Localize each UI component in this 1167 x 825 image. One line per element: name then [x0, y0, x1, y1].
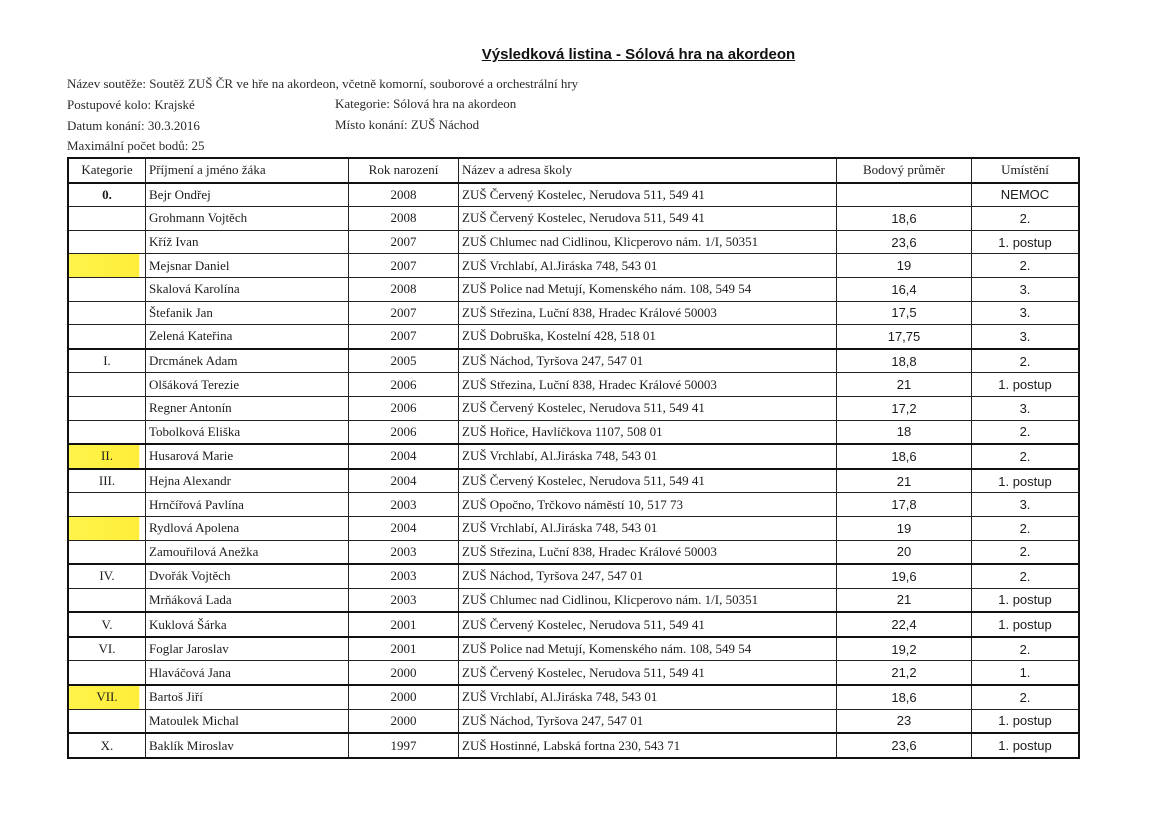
header-row — [68, 158, 1079, 183]
cell-year: 2003 — [349, 540, 459, 564]
cell-category: V. — [68, 612, 146, 637]
table-row — [68, 349, 1079, 373]
cell-year: 2007 — [349, 254, 459, 278]
cell-name: Hlaváčová Jana — [146, 661, 349, 685]
cell-score: 19 — [837, 254, 972, 278]
table-row — [68, 637, 1079, 661]
cell-school: ZUŠ Vrchlabí, Al.Jiráska 748, 543 01 — [459, 444, 837, 469]
cell-placement: 2. — [972, 516, 1080, 540]
cell-category — [68, 301, 146, 325]
cell-score: 18,6 — [837, 444, 972, 469]
cell-year: 2005 — [349, 349, 459, 373]
table-row — [68, 661, 1079, 685]
cell-category — [68, 540, 146, 564]
cell-placement: 2. — [972, 254, 1080, 278]
cell-placement: 2. — [972, 564, 1080, 588]
cell-year: 2006 — [349, 373, 459, 397]
cell-name: Tobolková Eliška — [146, 420, 349, 444]
cell-year: 2007 — [349, 230, 459, 254]
cell-category — [68, 373, 146, 397]
cell-placement: 1. postup — [972, 469, 1080, 493]
cell-category: IV. — [68, 564, 146, 588]
cell-placement: 3. — [972, 325, 1080, 349]
cell-category — [68, 230, 146, 254]
cell-name: Bartoš Jiří — [146, 685, 349, 709]
table-row — [68, 564, 1079, 588]
table-row — [68, 325, 1079, 349]
cell-placement: 2. — [972, 685, 1080, 709]
table-row — [68, 230, 1079, 254]
header-name: Příjmení a jméno žáka — [146, 158, 349, 183]
venue-label: Místo konání: ZUŠ Náchod — [335, 117, 480, 132]
table-row — [68, 444, 1079, 469]
cell-name: Skalová Karolína — [146, 277, 349, 301]
cell-score: 17,75 — [837, 325, 972, 349]
cell-score: 17,5 — [837, 301, 972, 325]
cell-score: 18,6 — [837, 207, 972, 231]
cell-placement: 1. postup — [972, 612, 1080, 637]
cell-category: X. — [68, 733, 146, 758]
cell-name: Rydlová Apolena — [146, 516, 349, 540]
cell-category — [68, 396, 146, 420]
cell-year: 1997 — [349, 733, 459, 758]
table-row — [68, 612, 1079, 637]
cell-category: I. — [68, 349, 146, 373]
results-body — [68, 183, 1079, 758]
cell-score: 21 — [837, 373, 972, 397]
cell-name: Hrnčířová Pavlína — [146, 493, 349, 517]
competition-name: Název soutěže: Soutěž ZUŠ ČR ve hře na akordeon, včetně komorní, souborové a orchestrální hry — [67, 76, 579, 91]
cell-name: Mrňáková Lada — [146, 588, 349, 612]
cell-year: 2008 — [349, 207, 459, 231]
cell-school: ZUŠ Police nad Metují, Komenského nám. 108, 549 54 — [459, 637, 837, 661]
cell-year: 2006 — [349, 420, 459, 444]
cell-school: ZUŠ Police nad Metují, Komenského nám. 108, 549 54 — [459, 277, 837, 301]
cell-school: ZUŠ Červený Kostelec, Nerudova 511, 549 41 — [459, 469, 837, 493]
header-year: Rok narození — [349, 158, 459, 183]
cell-placement: 3. — [972, 301, 1080, 325]
cell-school: ZUŠ Vrchlabí, Al.Jiráska 748, 543 01 — [459, 254, 837, 278]
cell-category — [68, 277, 146, 301]
cell-placement: 1. postup — [972, 588, 1080, 612]
cell-name: Bejr Ondřej — [146, 183, 349, 207]
cell-school: ZUŠ Střezina, Luční 838, Hradec Králové 50003 — [459, 301, 837, 325]
cell-category-highlighted: VII. — [68, 685, 146, 709]
cell-category — [68, 661, 146, 685]
cell-school: ZUŠ Vrchlabí, Al.Jiráska 748, 543 01 — [459, 685, 837, 709]
cell-score: 21,2 — [837, 661, 972, 685]
cell-year: 2004 — [349, 469, 459, 493]
cell-year: 2003 — [349, 493, 459, 517]
cell-score: 19 — [837, 516, 972, 540]
cell-score: 17,2 — [837, 396, 972, 420]
cell-placement: 2. — [972, 207, 1080, 231]
cell-school: ZUŠ Chlumec nad Cidlinou, Klicperovo nám. 1/I, 50351 — [459, 588, 837, 612]
results-table — [67, 157, 1080, 759]
cell-name: Regner Antonín — [146, 396, 349, 420]
cell-name: Mejsnar Daniel — [146, 254, 349, 278]
table-row — [68, 493, 1079, 517]
cell-name: Matoulek Michal — [146, 709, 349, 733]
cell-year: 2006 — [349, 396, 459, 420]
table-row — [68, 469, 1079, 493]
table-row — [68, 254, 1079, 278]
cell-year: 2008 — [349, 183, 459, 207]
cell-school: ZUŠ Náchod, Tyršova 247, 547 01 — [459, 349, 837, 373]
cell-category-highlighted: II. — [68, 444, 146, 469]
cell-score: 18,6 — [837, 685, 972, 709]
cell-placement: 3. — [972, 396, 1080, 420]
cell-score: 17,8 — [837, 493, 972, 517]
cell-year: 2000 — [349, 661, 459, 685]
table-row — [68, 588, 1079, 612]
cell-category — [68, 420, 146, 444]
cell-school: ZUŠ Červený Kostelec, Nerudova 511, 549 41 — [459, 183, 837, 207]
cell-score: 23,6 — [837, 230, 972, 254]
header-category: Kategorie — [68, 158, 146, 183]
cell-year: 2007 — [349, 325, 459, 349]
cell-school: ZUŠ Vrchlabí, Al.Jiráska 748, 543 01 — [459, 516, 837, 540]
cell-name: Grohmann Vojtěch — [146, 207, 349, 231]
cell-name: Štefanik Jan — [146, 301, 349, 325]
table-row — [68, 183, 1079, 207]
cell-year: 2003 — [349, 588, 459, 612]
cell-placement: 1. — [972, 661, 1080, 685]
round-label: Postupové kolo: Krajské — [67, 97, 195, 112]
cell-school: ZUŠ Střezina, Luční 838, Hradec Králové 50003 — [459, 373, 837, 397]
cell-category: VI. — [68, 637, 146, 661]
cell-category — [68, 588, 146, 612]
table-row — [68, 420, 1079, 444]
cell-category — [68, 493, 146, 517]
cell-score: 20 — [837, 540, 972, 564]
cell-placement: 1. postup — [972, 709, 1080, 733]
cell-score: 16,4 — [837, 277, 972, 301]
cell-year: 2004 — [349, 516, 459, 540]
cell-school: ZUŠ Chlumec nad Cidlinou, Klicperovo nám. 1/I, 50351 — [459, 230, 837, 254]
cell-school: ZUŠ Červený Kostelec, Nerudova 511, 549 41 — [459, 207, 837, 231]
cell-year: 2003 — [349, 564, 459, 588]
cell-score — [837, 183, 972, 207]
cell-year: 2007 — [349, 301, 459, 325]
cell-school: ZUŠ Červený Kostelec, Nerudova 511, 549 41 — [459, 396, 837, 420]
cell-school: ZUŠ Hostinné, Labská fortna 230, 543 71 — [459, 733, 837, 758]
cell-score: 19,6 — [837, 564, 972, 588]
cell-school: ZUŠ Střezina, Luční 838, Hradec Králové 50003 — [459, 540, 837, 564]
cell-score: 21 — [837, 588, 972, 612]
table-row — [68, 516, 1079, 540]
table-row — [68, 733, 1079, 758]
cell-category-highlighted — [68, 254, 146, 278]
table-row — [68, 540, 1079, 564]
cell-year: 2004 — [349, 444, 459, 469]
cell-year: 2000 — [349, 685, 459, 709]
cell-school: ZUŠ Náchod, Tyršova 247, 547 01 — [459, 709, 837, 733]
table-row — [68, 301, 1079, 325]
cell-name: Baklík Miroslav — [146, 733, 349, 758]
cell-placement: 1. postup — [972, 373, 1080, 397]
document-title: Výsledková listina - Sólová hra na akordeon — [481, 46, 796, 63]
cell-name: Kuklová Šárka — [146, 612, 349, 637]
table-row — [68, 373, 1079, 397]
cell-year: 2001 — [349, 637, 459, 661]
cell-name: Foglar Jaroslav — [146, 637, 349, 661]
cell-placement: 1. postup — [972, 733, 1080, 758]
cell-score: 23 — [837, 709, 972, 733]
cell-name: Zelená Kateřina — [146, 325, 349, 349]
cell-score: 19,2 — [837, 637, 972, 661]
date-label: Datum konání: 30.3.2016 — [67, 118, 200, 133]
cell-placement: 2. — [972, 444, 1080, 469]
cell-name: Olšáková Terezie — [146, 373, 349, 397]
cell-placement: 2. — [972, 349, 1080, 373]
cell-name: Husarová Marie — [146, 444, 349, 469]
cell-school: ZUŠ Červený Kostelec, Nerudova 511, 549 41 — [459, 612, 837, 637]
cell-score: 18,8 — [837, 349, 972, 373]
cell-school: ZUŠ Červený Kostelec, Nerudova 511, 549 41 — [459, 661, 837, 685]
category-label: Kategorie: Sólová hra na akordeon — [335, 96, 517, 111]
cell-placement: 3. — [972, 493, 1080, 517]
cell-category: 0. — [68, 183, 146, 207]
cell-score: 22,4 — [837, 612, 972, 637]
table-row — [68, 396, 1079, 420]
cell-category — [68, 325, 146, 349]
cell-category-highlighted — [68, 516, 146, 540]
cell-score: 18 — [837, 420, 972, 444]
cell-category — [68, 207, 146, 231]
cell-year: 2008 — [349, 277, 459, 301]
table-row — [68, 685, 1079, 709]
cell-score: 21 — [837, 469, 972, 493]
cell-placement: 3. — [972, 277, 1080, 301]
max-points-label: Maximální počet bodů: 25 — [67, 138, 205, 153]
cell-placement: 2. — [972, 540, 1080, 564]
table-row — [68, 207, 1079, 231]
cell-category — [68, 709, 146, 733]
header-school: Název a adresa školy — [459, 158, 837, 183]
cell-name: Kříž Ivan — [146, 230, 349, 254]
cell-school: ZUŠ Náchod, Tyršova 247, 547 01 — [459, 564, 837, 588]
table-row — [68, 709, 1079, 733]
cell-placement: 2. — [972, 637, 1080, 661]
cell-placement: 1. postup — [972, 230, 1080, 254]
cell-name: Dvořák Vojtěch — [146, 564, 349, 588]
cell-score: 23,6 — [837, 733, 972, 758]
cell-school: ZUŠ Dobruška, Kostelní 428, 518 01 — [459, 325, 837, 349]
cell-placement: NEMOC — [972, 183, 1080, 207]
cell-year: 2001 — [349, 612, 459, 637]
cell-name: Zamouřilová Anežka — [146, 540, 349, 564]
table-row — [68, 277, 1079, 301]
cell-year: 2000 — [349, 709, 459, 733]
header-score: Bodový průměr — [837, 158, 972, 183]
header-placement: Umístění — [972, 158, 1080, 183]
cell-category: III. — [68, 469, 146, 493]
cell-school: ZUŠ Opočno, Trčkovo náměstí 10, 517 73 — [459, 493, 837, 517]
cell-name: Drcmánek Adam — [146, 349, 349, 373]
cell-placement: 2. — [972, 420, 1080, 444]
cell-school: ZUŠ Hořice, Havlíčkova 1107, 508 01 — [459, 420, 837, 444]
cell-name: Hejna Alexandr — [146, 469, 349, 493]
